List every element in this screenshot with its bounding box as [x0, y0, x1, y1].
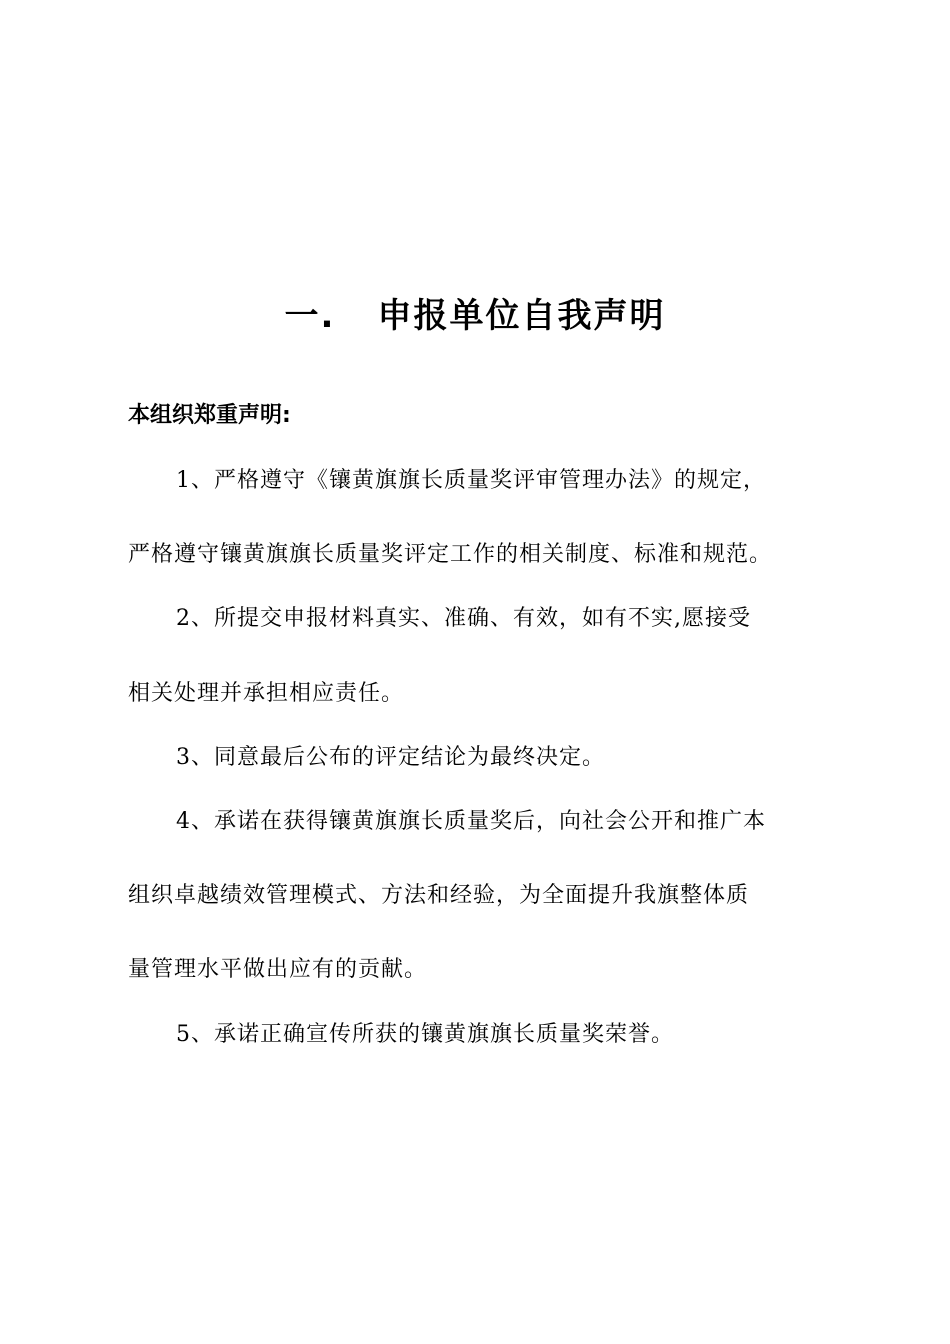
section-heading	[0, 291, 950, 341]
paragraph-3-line-1: 3、同意最后公布的评定结论为最终决定。	[176, 745, 605, 770]
paragraph-4-line-1: 4、承诺在获得镶黄旗旗长质量奖后，向社会公开和推广本	[176, 809, 766, 834]
paragraph-2-line-2: 相关处理并承担相应责任。	[128, 681, 405, 706]
paragraph-1-line-2: 严格遵守镶黄旗旗长质量奖评定工作的相关制度、标准和规范。	[128, 542, 773, 567]
paragraph-4-line-3: 量管理水平做出应有的贡献。	[128, 957, 428, 982]
section-title: 申报单位自我声明	[377, 296, 666, 336]
paragraph-2-line-1: 2、所提交申报材料真实、准确、有效，如有不实,愿接受	[176, 606, 751, 631]
paragraph-4-line-2: 组织卓越绩效管理模式、方法和经验，为全面提升我旗整体质	[128, 883, 750, 908]
declaration-label: 本组织郑重声明:	[128, 403, 291, 428]
paragraph-1-line-1: 1、严格遵守《镶黄旗旗长质量奖评审管理办法》的规定，	[176, 468, 766, 493]
section-number: 一.	[284, 296, 336, 336]
paragraph-5-line-1: 5、承诺正确宣传所获的镶黄旗旗长质量奖荣誉。	[176, 1022, 674, 1047]
